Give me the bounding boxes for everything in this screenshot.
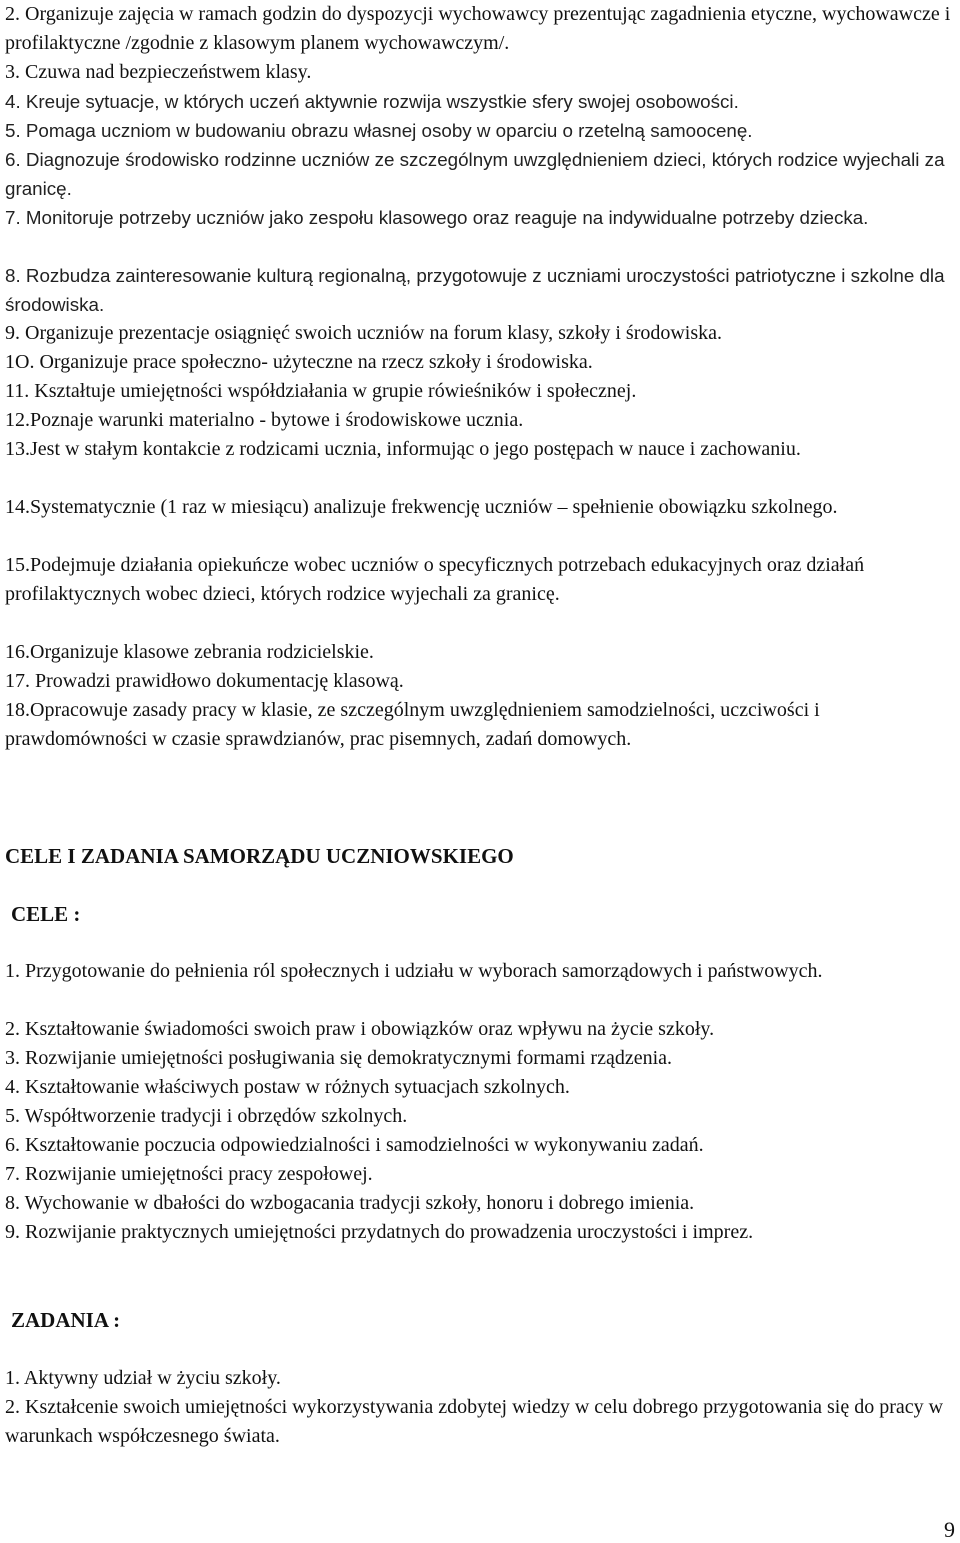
list-item: 8. Wychowanie w dbałości do wzbogacania tradycji szkoły, honoru i dobrego imienia. — [5, 1192, 695, 1214]
list-item: 6. Diagnozuje środowisko rodzinne uczniów ze szczególnym uwzględnieniem dzieci, których rodzice wyjechali za granicę. — [5, 149, 945, 199]
zadania-heading: ZADANIA : — [11, 1308, 121, 1332]
list-item: 16.Organizuje klasowe zebrania rodzicielskie. — [5, 641, 374, 663]
list-item: 3. Rozwijanie umiejętności posługiwania się demokratycznymi formami rządzenia. — [5, 1047, 673, 1069]
list-item: 5. Współtworzenie tradycji i obrzędów szkolnych. — [5, 1105, 408, 1127]
list-item: 4. Kształtowanie właściwych postaw w różnych sytuacjach szkolnych. — [5, 1076, 570, 1098]
list-item: 1. Przygotowanie do pełnienia ról społecznych i udziału w wyborach samorządowych i państwowych. — [5, 960, 823, 982]
list-item: 2. Kształcenie swoich umiejętności wykorzystywania zdobytej wiedzy w celu dobrego przygotowania się do pracy w warunkach współczesnego świata. — [5, 1396, 944, 1447]
list-item: 14.Systematycznie (1 raz w miesiącu) analizuje frekwencję uczniów – spełnienie obowiązku szkolnego. — [5, 496, 838, 518]
list-item: 12.Poznaje warunki materialno - bytowe i środowiskowe ucznia. — [5, 409, 524, 431]
list-item: 1O. Organizuje prace społeczno- użyteczne na rzecz szkoły i środowiska. — [5, 351, 593, 373]
list-item: 11. Kształtuje umiejętności współdziałania w grupie rówieśników i społecznej. — [5, 380, 637, 402]
cele-heading: CELE : — [11, 902, 81, 926]
list-item: 1. Aktywny udział w życiu szkoły. — [5, 1367, 281, 1389]
list-item: 13.Jest w stałym kontakcie z rodzicami ucznia, informując o jego postępach w nauce i zachowaniu. — [5, 438, 801, 460]
list-item: 8. Rozbudza zainteresowanie kulturą regionalną, przygotowuje z uczniami uroczystości patriotyczne i szkolne dla środowiska. — [5, 265, 945, 315]
list-item: 6. Kształtowanie poczucia odpowiedzialności i samodzielności w wykonywaniu zadań. — [5, 1134, 704, 1156]
list-item: 17. Prowadzi prawidłowo dokumentację klasową. — [5, 670, 404, 692]
list-item: 5. Pomaga uczniom w budowaniu obrazu własnej osoby w oparciu o rzetelną samoocenę. — [5, 120, 753, 141]
list-item: 9. Organizuje prezentacje osiągnięć swoich uczniów na forum klasy, szkoły i środowiska. — [5, 322, 723, 344]
page-number: 9 — [944, 1517, 955, 1542]
list-item: 2. Organizuje zajęcia w ramach godzin do dyspozycji wychowawcy prezentując zagadnienia etyczne, wychowawcze i profilaktyczne /zgodnie z klasowym planem wychowawczym/. — [5, 3, 951, 54]
list-item: 7. Rozwijanie umiejętności pracy zespołowej. — [5, 1163, 373, 1185]
list-item: 9. Rozwijanie praktycznych umiejętności przydatnych do prowadzenia uroczystości i imprez. — [5, 1221, 754, 1243]
list-item: 3. Czuwa nad bezpieczeństwem klasy. — [5, 61, 312, 83]
list-item: 18.Opracowuje zasady pracy w klasie, ze szczególnym uwzględnieniem samodzielności, uczciwości i prawdomówności w czasie sprawdzianów, prac pisemnych, zadań domowych. — [5, 699, 820, 750]
list-item: 15.Podejmuje działania opiekuńcze wobec uczniów o specyficznych potrzebach edukacyjnych oraz działań profilaktycznych wobec dzieci, których rodzice wyjechali za granicę. — [5, 554, 865, 605]
list-item: 2. Kształtowanie świadomości swoich praw i obowiązków oraz wpływu na życie szkoły. — [5, 1018, 715, 1040]
section-heading: CELE I ZADANIA SAMORZĄDU UCZNIOWSKIEGO — [5, 844, 514, 868]
list-item: 7. Monitoruje potrzeby uczniów jako zespołu klasowego oraz reaguje na indywidualne potrzeby dziecka. — [5, 207, 869, 228]
list-item: 4. Kreuje sytuacje, w których uczeń aktywnie rozwija wszystkie sfery swojej osobowości. — [5, 91, 739, 112]
